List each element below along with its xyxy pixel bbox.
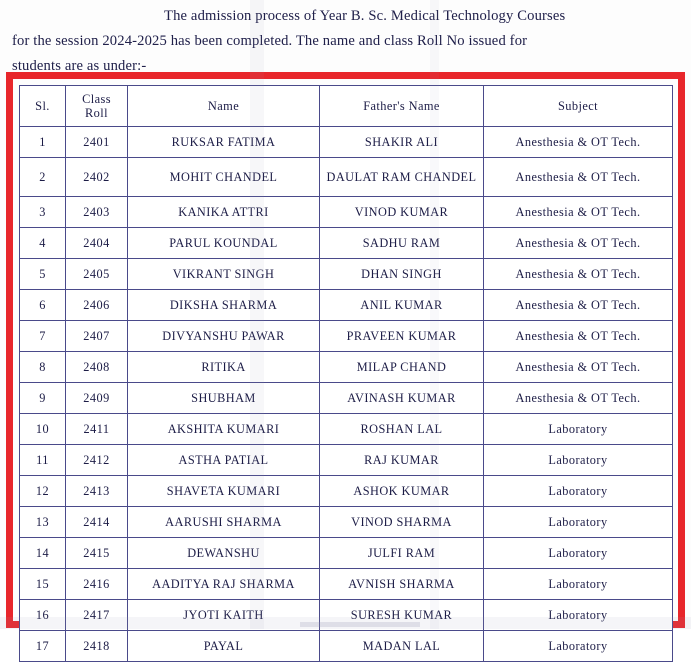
column-header-name: Name [128,86,320,127]
cell-subject: Anesthesia & OT Tech. [484,352,673,383]
cell-father: JULFI RAM [320,538,484,569]
cell-name: DIVYANSHU PAWAR [128,321,320,352]
cell-subject: Laboratory [484,538,673,569]
cell-roll: 2402 [66,158,128,197]
cell-subject: Laboratory [484,507,673,538]
cell-roll: 2407 [66,321,128,352]
cell-name: RUKSAR FATIMA [128,127,320,158]
cell-father: DHAN SINGH [320,259,484,290]
column-header-class-roll [66,86,128,127]
cell-sl: 15 [20,569,66,600]
cell-subject: Laboratory [484,600,673,631]
cell-sl: 16 [20,600,66,631]
cell-father: MILAP CHAND [320,352,484,383]
cell-name: JYOTI KAITH [128,600,320,631]
cell-name: PAYAL [128,631,320,662]
cell-name: MOHIT CHANDEL [128,158,320,197]
table-row [20,158,673,197]
cell-subject: Anesthesia & OT Tech. [484,228,673,259]
cell-roll: 2411 [66,414,128,445]
cell-father: ASHOK KUMAR [320,476,484,507]
table-body [20,127,673,662]
cell-roll: 2408 [66,352,128,383]
cell-roll: 2414 [66,507,128,538]
cell-sl: 8 [20,352,66,383]
intro-line-2: for the session 2024-2025 has been completed. The name and class Roll No issued for [12,33,528,49]
scan-artifact-smudge [300,622,420,627]
table-row [20,507,673,538]
cell-name: DIKSHA SHARMA [128,290,320,321]
cell-sl: 12 [20,476,66,507]
cell-roll: 2409 [66,383,128,414]
table-header [20,86,673,127]
column-header-class-roll-line2: Roll [85,106,108,120]
cell-subject: Anesthesia & OT Tech. [484,321,673,352]
cell-subject: Laboratory [484,569,673,600]
cell-sl: 1 [20,127,66,158]
cell-father: ANIL KUMAR [320,290,484,321]
cell-subject: Anesthesia & OT Tech. [484,259,673,290]
cell-father: AVINASH KUMAR [320,383,484,414]
cell-sl: 13 [20,507,66,538]
cell-father: MADAN LAL [320,631,484,662]
cell-name: SHAVETA KUMARI [128,476,320,507]
column-header-fathers-name: Father's Name [320,86,484,127]
column-header-sl: Sl. [20,86,66,127]
table-row [20,228,673,259]
cell-name: VIKRANT SINGH [128,259,320,290]
cell-roll: 2418 [66,631,128,662]
table-row [20,290,673,321]
admission-table [19,85,673,662]
table-header-row [20,86,673,127]
table-row [20,383,673,414]
cell-father: PRAVEEN KUMAR [320,321,484,352]
cell-roll: 2403 [66,197,128,228]
table-row [20,321,673,352]
column-header-class-roll-line1: Class [82,92,111,106]
cell-father: SURESH KUMAR [320,600,484,631]
cell-roll: 2415 [66,538,128,569]
cell-sl: 17 [20,631,66,662]
cell-father: VINOD KUMAR [320,197,484,228]
cell-sl: 5 [20,259,66,290]
intro-paragraph [12,4,674,79]
intro-line-3: students are as under:- [12,58,147,74]
cell-subject: Anesthesia & OT Tech. [484,383,673,414]
cell-subject: Laboratory [484,414,673,445]
table-row [20,414,673,445]
cell-subject: Anesthesia & OT Tech. [484,158,673,197]
cell-sl: 6 [20,290,66,321]
admission-table-container [19,85,672,653]
cell-father: VINOD SHARMA [320,507,484,538]
cell-father: RAJ KUMAR [320,445,484,476]
cell-name: ASTHA PATIAL [128,445,320,476]
cell-subject: Laboratory [484,631,673,662]
cell-sl: 11 [20,445,66,476]
cell-father: SHAKIR ALI [320,127,484,158]
cell-roll: 2406 [66,290,128,321]
cell-father: SADHU RAM [320,228,484,259]
intro-line-1: The admission process of Year B. Sc. Medical Technology Courses [164,8,566,24]
cell-roll: 2417 [66,600,128,631]
cell-name: AARUSHI SHARMA [128,507,320,538]
cell-roll: 2416 [66,569,128,600]
table-row [20,538,673,569]
cell-roll: 2404 [66,228,128,259]
cell-father: ROSHAN LAL [320,414,484,445]
table-row [20,476,673,507]
cell-name: RITIKA [128,352,320,383]
cell-sl: 7 [20,321,66,352]
cell-sl: 9 [20,383,66,414]
cell-sl: 4 [20,228,66,259]
table-row [20,569,673,600]
cell-name: SHUBHAM [128,383,320,414]
cell-father: AVNISH SHARMA [320,569,484,600]
cell-name: KANIKA ATTRI [128,197,320,228]
cell-roll: 2401 [66,127,128,158]
cell-sl: 2 [20,158,66,197]
cell-name: AADITYA RAJ SHARMA [128,569,320,600]
cell-father: DAULAT RAM CHANDEL [320,158,484,197]
cell-name: AKSHITA KUMARI [128,414,320,445]
cell-sl: 3 [20,197,66,228]
table-row [20,127,673,158]
cell-roll: 2405 [66,259,128,290]
cell-subject: Anesthesia & OT Tech. [484,127,673,158]
table-row [20,352,673,383]
cell-subject: Laboratory [484,445,673,476]
cell-name: DEWANSHU [128,538,320,569]
table-row [20,445,673,476]
table-row [20,197,673,228]
table-row [20,259,673,290]
cell-sl: 14 [20,538,66,569]
cell-subject: Anesthesia & OT Tech. [484,290,673,321]
cell-sl: 10 [20,414,66,445]
cell-name: PARUL KOUNDAL [128,228,320,259]
table-row [20,631,673,662]
cell-roll: 2413 [66,476,128,507]
cell-subject: Laboratory [484,476,673,507]
cell-roll: 2412 [66,445,128,476]
column-header-subject: Subject [484,86,673,127]
cell-subject: Anesthesia & OT Tech. [484,197,673,228]
